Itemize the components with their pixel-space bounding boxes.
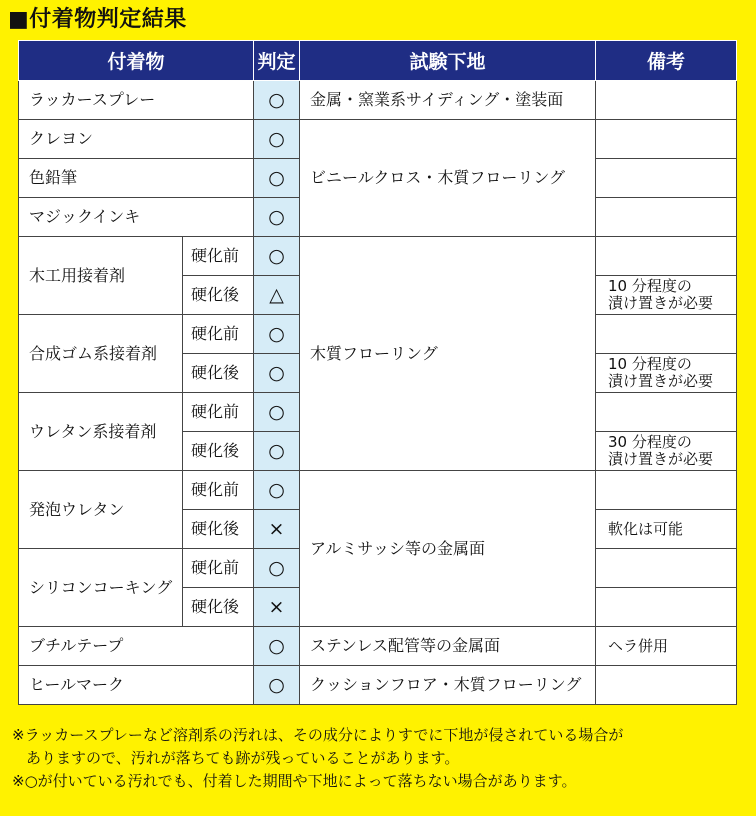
judgment-cell: ○ <box>254 666 300 705</box>
remarks-cell <box>596 315 737 354</box>
substance-cell: シリコンコーキング <box>19 549 183 627</box>
remarks-cell <box>596 81 737 120</box>
judgment-cell: ○ <box>254 549 300 588</box>
judgment-cell: ○ <box>254 237 300 276</box>
stage-cell: 硬化前 <box>183 471 254 510</box>
substance-cell: 発泡ウレタン <box>19 471 183 549</box>
remarks-cell: 軟化は可能 <box>596 510 737 549</box>
remarks-line: 10 分程度の <box>608 355 692 373</box>
remarks-line: 30 分程度の <box>608 433 692 451</box>
stage-cell: 硬化前 <box>183 237 254 276</box>
remarks-cell <box>596 159 737 198</box>
header-row <box>19 41 737 81</box>
remarks-line: 漬け置きが必要 <box>608 294 714 312</box>
remarks-line: 漬け置きが必要 <box>608 372 714 390</box>
footnote-2: ※○が付いている汚れでも、付着した期間や下地によって落ちない場合があります。 <box>12 772 577 790</box>
judgment-cell: ○ <box>254 432 300 471</box>
substance-cell: 色鉛筆 <box>19 159 254 198</box>
header-remarks: 備考 <box>596 41 737 81</box>
remarks-line: 漬け置きが必要 <box>608 450 714 468</box>
remarks-cell <box>596 393 737 432</box>
surface-cell: クッションフロア・木質フローリング <box>300 666 596 705</box>
stage-cell: 硬化後 <box>183 510 254 549</box>
remarks-cell <box>596 432 737 471</box>
table-row <box>19 237 737 276</box>
judgment-cell: ○ <box>254 354 300 393</box>
surface-cell: ビニールクロス・木質フローリング <box>300 120 596 237</box>
judgment-cell: ○ <box>254 627 300 666</box>
judgment-cell: ○ <box>254 120 300 159</box>
substance-cell: ブチルテープ <box>19 627 254 666</box>
remarks-cell <box>596 354 737 393</box>
judgment-cell: △ <box>254 276 300 315</box>
remarks-cell <box>596 120 737 159</box>
remarks-cell <box>596 471 737 510</box>
substance-cell: 合成ゴム系接着剤 <box>19 315 183 393</box>
stage-cell: 硬化後 <box>183 432 254 471</box>
table-row <box>19 81 737 120</box>
substance-cell: マジックインキ <box>19 198 254 237</box>
table-row <box>19 471 737 510</box>
substance-cell: ヒールマーク <box>19 666 254 705</box>
stage-cell: 硬化前 <box>183 315 254 354</box>
surface-cell: 木質フローリング <box>300 237 596 471</box>
stage-cell: 硬化後 <box>183 276 254 315</box>
page-title: ■付着物判定結果 <box>8 7 187 32</box>
remarks-line: 10 分程度の <box>608 277 692 295</box>
judgment-cell: ○ <box>254 81 300 120</box>
table-row <box>19 120 737 159</box>
judgment-cell: × <box>254 510 300 549</box>
remarks-cell <box>596 588 737 627</box>
remarks-cell <box>596 666 737 705</box>
table-row <box>19 627 737 666</box>
remarks-cell <box>596 549 737 588</box>
judgment-cell: ○ <box>254 198 300 237</box>
remarks-cell: ヘラ併用 <box>596 627 737 666</box>
surface-cell: 金属・窯業系サイディング・塗装面 <box>300 81 596 120</box>
remarks-cell <box>596 237 737 276</box>
stage-cell: 硬化前 <box>183 549 254 588</box>
judgment-cell: ○ <box>254 393 300 432</box>
surface-cell: アルミサッシ等の金属面 <box>300 471 596 627</box>
footnote-1-continued: ありますので、汚れが落ちても跡が残っていることがあります。 <box>26 749 460 767</box>
remarks-cell <box>596 276 737 315</box>
header-judgment: 判定 <box>254 41 300 81</box>
substance-cell: ラッカースプレー <box>19 81 254 120</box>
header-substance: 付着物 <box>19 41 254 81</box>
stage-cell: 硬化後 <box>183 588 254 627</box>
stage-cell: 硬化前 <box>183 393 254 432</box>
judgment-cell: ○ <box>254 315 300 354</box>
substance-cell: ウレタン系接着剤 <box>19 393 183 471</box>
surface-cell: ステンレス配管等の金属面 <box>300 627 596 666</box>
substance-cell: クレヨン <box>19 120 254 159</box>
judgment-cell: ○ <box>254 471 300 510</box>
stage-cell: 硬化後 <box>183 354 254 393</box>
substance-cell: 木工用接着剤 <box>19 237 183 315</box>
remarks-cell <box>596 198 737 237</box>
footnotes <box>12 724 752 793</box>
footnote-1: ※ラッカースプレーなど溶剤系の汚れは、その成分によりすでに下地が侵されている場合が <box>12 726 624 744</box>
judgment-cell: × <box>254 588 300 627</box>
results-table <box>18 40 737 705</box>
judgment-cell: ○ <box>254 159 300 198</box>
table-row <box>19 666 737 705</box>
header-surface: 試験下地 <box>300 41 596 81</box>
